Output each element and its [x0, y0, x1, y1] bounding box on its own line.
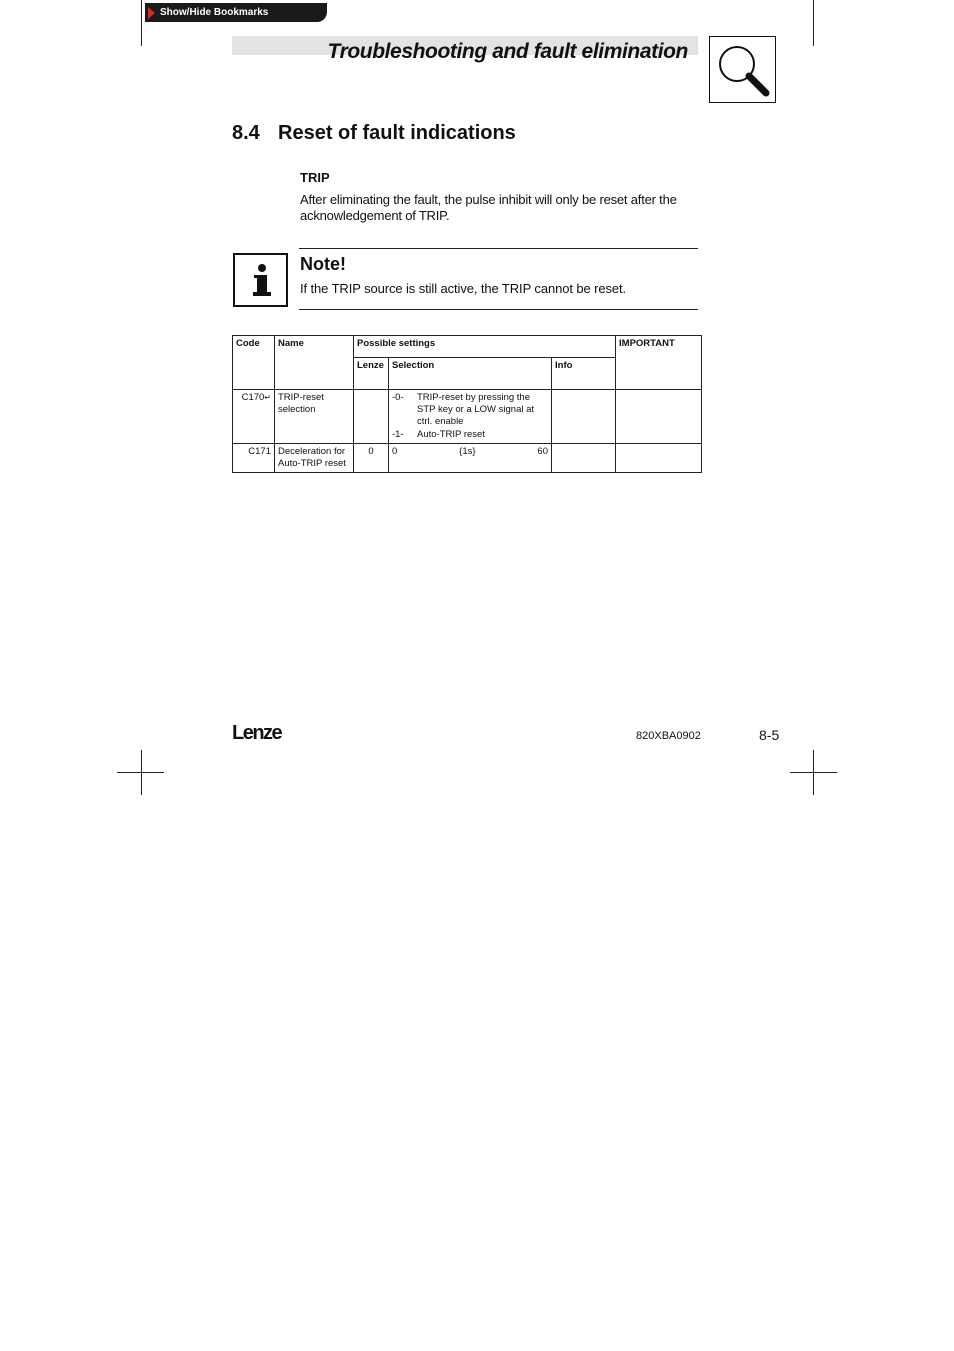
- code-cell: C171: [233, 444, 275, 473]
- show-hide-bookmarks-button[interactable]: [145, 3, 327, 22]
- important-cell: [616, 444, 702, 473]
- note-bottom-rule: [299, 309, 698, 310]
- trip-heading: TRIP: [300, 170, 330, 185]
- header-important: IMPORTANT: [616, 336, 702, 390]
- info-icon: [233, 253, 288, 307]
- header-name: Name: [275, 336, 354, 390]
- note-title: Note!: [300, 254, 346, 274]
- chapter-title: Troubleshooting and fault elimination: [327, 40, 688, 63]
- info-cell: [552, 390, 616, 444]
- header-selection: Selection: [389, 358, 552, 390]
- lenze-cell: [354, 390, 389, 444]
- header-lenze: Lenze: [354, 358, 389, 390]
- note-text: If the TRIP source is still active, the TRIP cannot be reset.: [300, 281, 627, 296]
- document-id: 820XBA0902: [636, 730, 701, 742]
- table-row: [233, 444, 702, 473]
- table-row: [233, 390, 702, 444]
- section-heading: [232, 122, 516, 145]
- section-number: 8.4: [232, 122, 260, 144]
- header-info: Info: [552, 358, 616, 390]
- name-cell: TRIP-reset selection: [275, 390, 354, 444]
- section-title: Reset of fault indications: [278, 122, 516, 144]
- info-cell: [552, 444, 616, 473]
- lenze-logo: Lenze: [232, 722, 282, 744]
- magnifier-icon: [709, 36, 776, 103]
- header-possible-settings: Possible settings: [354, 336, 616, 358]
- parameter-table: [232, 335, 702, 473]
- crop-mark: [117, 772, 164, 773]
- crop-mark: [813, 0, 814, 46]
- selection-cell: [389, 444, 552, 473]
- trip-paragraph: After eliminating the fault, the pulse inhibit will only be reset after the acknowledgement of TRIP.: [300, 192, 677, 223]
- crop-mark: [141, 0, 142, 46]
- crop-mark: [790, 772, 837, 773]
- page-number: 8-5: [759, 727, 780, 743]
- header-code: Code: [233, 336, 275, 390]
- name-cell: Deceleration for Auto-TRIP reset: [275, 444, 354, 473]
- lenze-cell: 0: [354, 444, 389, 473]
- range-max: 60: [537, 446, 548, 457]
- list-item: -1- Auto-TRIP reset: [392, 429, 485, 440]
- note-top-rule: [299, 248, 698, 249]
- range-min: 0: [392, 446, 398, 457]
- code-cell: C170↵: [233, 390, 275, 444]
- enter-icon: ↵: [264, 393, 271, 402]
- range-step: {1s}: [459, 446, 476, 457]
- selection-cell: [389, 390, 552, 444]
- list-item: -0- TRIP-reset by pressing the STP key or a LOW signal at ctrl. enable: [392, 392, 535, 427]
- bookmarks-label: Show/Hide Bookmarks: [160, 7, 269, 18]
- triangle-right-icon: [148, 7, 155, 19]
- important-cell: [616, 390, 702, 444]
